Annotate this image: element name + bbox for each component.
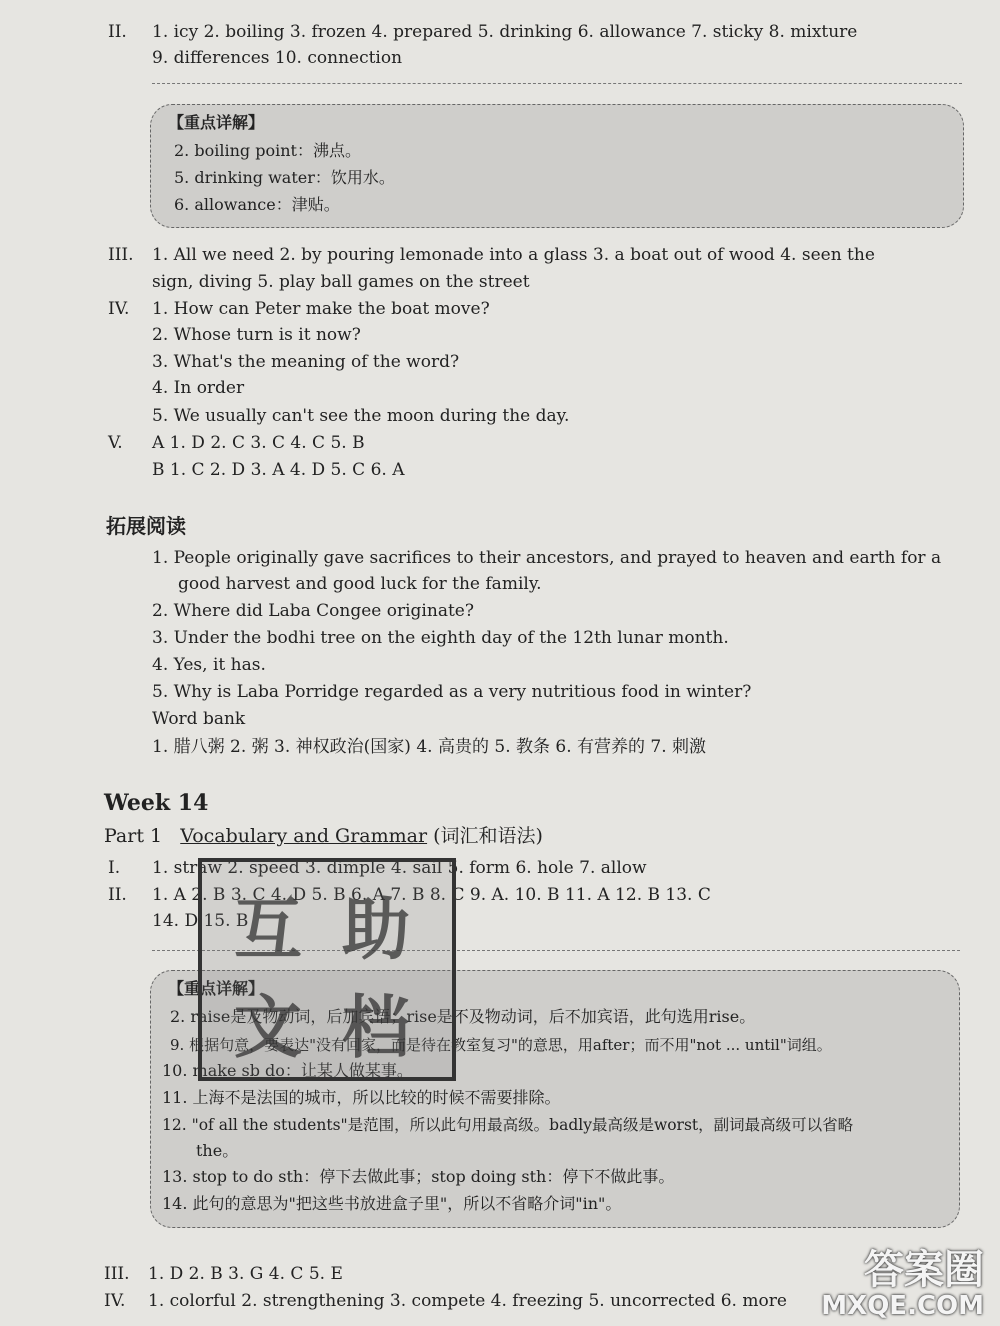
reading-item: 3. Under the bodhi tree on the eighth day of the 12th lunar month. <box>152 628 729 648</box>
week14-i-line: 1. straw 2. speed 3. dimple 4. sail 5. form 6. hole 7. allow <box>152 858 647 878</box>
reading-item: good harvest and good luck for the family. <box>178 574 542 594</box>
stamp-logo <box>198 858 456 1081</box>
part-heading <box>104 823 543 849</box>
week14-ii-label: II. <box>108 885 127 905</box>
reading-item: 1. People originally gave sacrifices to their ancestors, and prayed to heaven and earth for a <box>152 548 942 568</box>
part-label: Part 1 <box>104 825 163 847</box>
watermark-url: MXQE.COM <box>821 1291 984 1321</box>
section-ii-line1: 1. icy 2. boiling 3. frozen 4. prepared 5. drinking 6. allowance 7. sticky 8. mixture <box>152 22 858 42</box>
key-note-item: 9. 根据句意，要表达"没有回家，而是待在教室复习"的意思，用after；而不用"not ... until"词组。 <box>170 1036 832 1054</box>
stamp-char: 互 <box>234 891 303 970</box>
week14-iii-line: 1. D 2. B 3. G 4. C 5. E <box>148 1264 343 1284</box>
key-note-item: 2. raise是及物动词，后加宾语；rise是不及物动词，后不加宾语，此句选用rise。 <box>170 1007 756 1026</box>
divider <box>152 83 962 84</box>
section-v-label: V. <box>108 433 123 453</box>
key-note-item: 12. "of all the students"是范围，所以此句用最高级。badly最高级是worst，副词最高级可以省略 <box>162 1116 854 1134</box>
key-note-item: 10. make sb do：让某人做某事。 <box>162 1061 413 1080</box>
stamp-char: 文 <box>234 989 303 1068</box>
section-ii-label: II. <box>108 22 127 42</box>
week14-ii-line2: 14. D 15. B <box>152 911 249 931</box>
watermark-text: 答案圈 <box>864 1247 984 1293</box>
week14-ii-line1: 1. A 2. B 3. C 4. D 5. B 6. A 7. B 8. C 9. A. 10. B 11. A 12. B 13. C <box>152 885 711 905</box>
word-bank-label: Word bank <box>152 709 246 729</box>
section-v-line-b: B 1. C 2. D 3. A 4. D 5. C 6. A <box>152 460 405 480</box>
key-note-item: the。 <box>196 1141 239 1160</box>
week14-iv-line: 1. colorful 2. strengthening 3. compete 4. freezing 5. uncorrected 6. more <box>148 1291 787 1311</box>
section-iv-item: 3. What's the meaning of the word? <box>152 352 460 372</box>
section-iv-item: 1. How can Peter make the boat move? <box>152 299 490 319</box>
section-ii-line2: 9. differences 10. connection <box>152 48 403 68</box>
part-title-cn: (词汇和语法) <box>433 825 543 847</box>
key-note-item: 11. 上海不是法国的城市，所以比较的时候不需要排除。 <box>162 1088 561 1107</box>
key-notes-title: 【重点详解】 <box>168 979 265 998</box>
week14-iii-label: III. <box>104 1264 130 1284</box>
section-iv-item: 2. Whose turn is it now? <box>152 325 361 345</box>
key-note-item: 5. drinking water：饮用水。 <box>174 168 395 187</box>
key-note-item: 6. allowance：津贴。 <box>174 195 340 214</box>
section-iv-item: 4. In order <box>152 378 245 398</box>
watermark-logo <box>821 1248 984 1320</box>
week-title: Week 14 <box>104 790 209 816</box>
section-iii-label: III. <box>108 245 134 265</box>
week14-iv-label: IV. <box>104 1291 126 1311</box>
reading-heading: 拓展阅读 <box>106 514 186 538</box>
reading-item: 2. Where did Laba Congee originate? <box>152 601 474 621</box>
section-iv-item: 5. We usually can't see the moon during the day. <box>152 406 570 426</box>
part-title: Vocabulary and Grammar <box>180 825 428 847</box>
key-note-item: 13. stop to do sth：停下去做此事；stop doing sth：停下不做此事。 <box>162 1167 675 1186</box>
section-iii-line1: 1. All we need 2. by pouring lemonade into a glass 3. a boat out of wood 4. seen the <box>152 245 875 265</box>
week14-i-label: I. <box>108 858 121 878</box>
stamp-char: 档 <box>342 989 411 1068</box>
stamp-char: 助 <box>342 891 411 970</box>
key-note-item: 2. boiling point：沸点。 <box>174 141 361 160</box>
section-iii-line2: sign, diving 5. play ball games on the street <box>152 272 530 292</box>
key-note-item: 14. 此句的意思为"把这些书放进盒子里"，所以不省略介词"in"。 <box>162 1194 622 1213</box>
section-iv-label: IV. <box>108 299 130 319</box>
word-bank: 1. 腊八粥 2. 粥 3. 神权政治(国家) 4. 高贵的 5. 教条 6. 有营养的 7. 刺激 <box>152 737 707 757</box>
reading-item: 4. Yes, it has. <box>152 655 266 675</box>
key-notes-title: 【重点详解】 <box>168 113 265 132</box>
reading-item: 5. Why is Laba Porridge regarded as a very nutritious food in winter? <box>152 682 752 702</box>
section-v-line-a: A 1. D 2. C 3. C 4. C 5. B <box>152 433 365 453</box>
